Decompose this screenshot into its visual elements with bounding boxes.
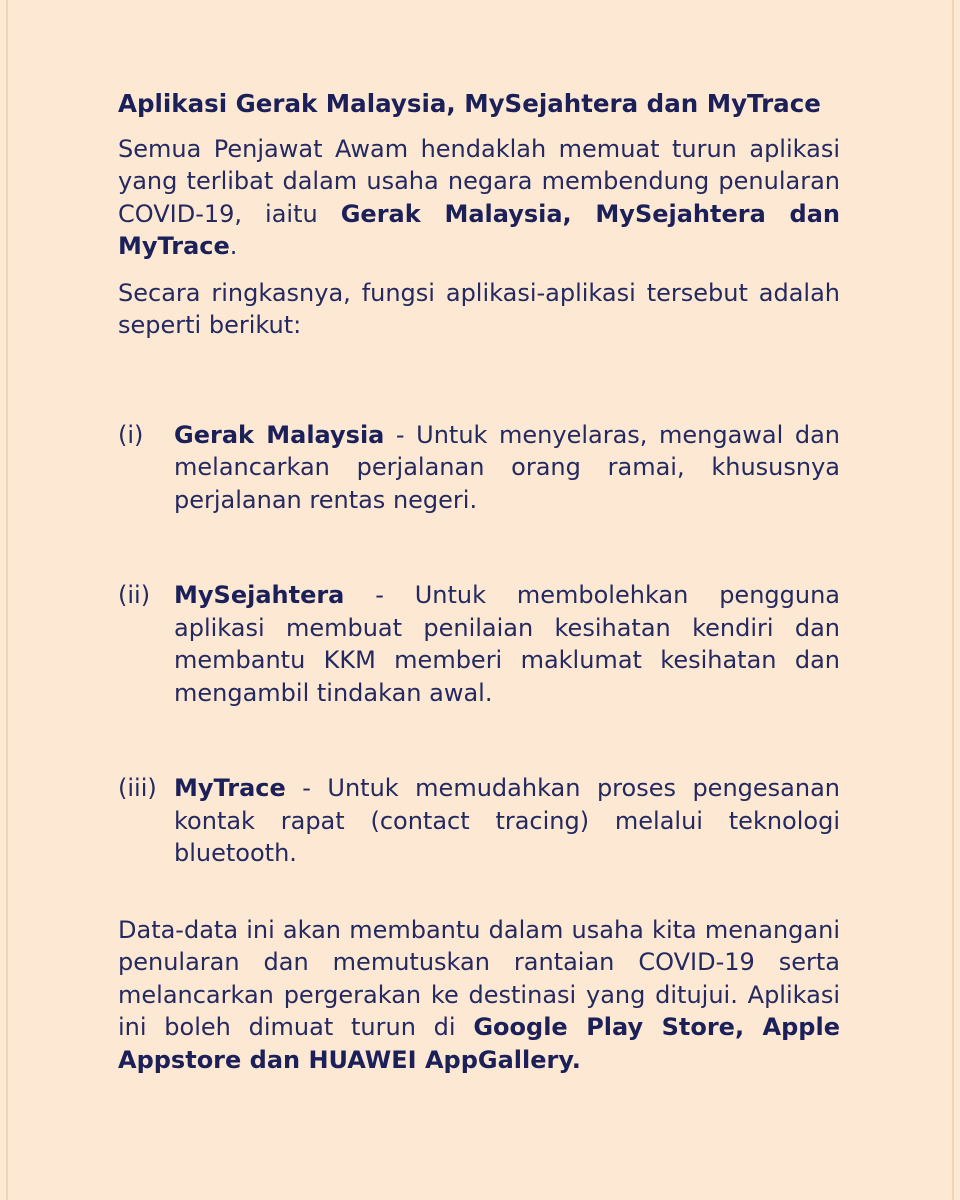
intro-apps-bold: Gerak Malaysia, MySejahtera dan MyTrace: [118, 199, 841, 260]
intro-paragraph: [118, 133, 840, 263]
document-heading: Aplikasi Gerak Malaysia, MySejahtera dan MyTrace: [118, 89, 821, 118]
closing-text: Data-data ini akan membantu dalam usaha kita menangani penularan dan memutuskan rantaian COVID-19 serta melancarkan pergerakan ke destinasi yang ditujui. Aplikasi ini boleh dimuat turun di: [118, 915, 840, 1041]
list-item-mytrace: [118, 772, 840, 870]
app-desc-mysejahtera: - Untuk membolehkan pengguna aplikasi membuat penilaian kesihatan kendiri dan membantu KKM memberi maklumat kesihatan dan mengambil tindakan awal.: [174, 581, 840, 707]
summary-paragraph: Secara ringkasnya, fungsi aplikasi-aplikasi tersebut adalah seperti berikut:: [118, 278, 840, 339]
list-item-body: [174, 772, 840, 870]
intro-text: Semua Penjawat Awam hendaklah memuat turun aplikasi yang terlibat dalam usaha negara membendung penularan COVID-19, iaitu: [118, 134, 840, 228]
app-desc-gerak-malaysia: - Untuk menyelaras, mengawal dan melancarkan perjalanan orang ramai, khususnya perjalanan rentas negeri.: [174, 420, 840, 514]
closing-paragraph: [118, 914, 840, 1077]
list-item-number: (i): [118, 420, 144, 449]
list-item-gerak-malaysia: [118, 419, 840, 517]
frame-border-left: [6, 0, 8, 1200]
list-item-mysejahtera: [118, 579, 840, 709]
list-item-body: [174, 419, 840, 517]
app-name-mytrace: MyTrace: [174, 774, 286, 802]
app-name-gerak-malaysia: Gerak Malaysia: [174, 420, 385, 449]
list-item-body: [174, 579, 840, 709]
frame-border-right: [952, 0, 954, 1200]
intro-period: .: [229, 232, 238, 260]
app-stores-bold: Google Play Store, Apple Appstore dan HUAWEI AppGallery.: [118, 1013, 840, 1074]
app-name-mysejahtera: MySejahtera: [174, 581, 345, 609]
list-item-number: (ii): [118, 581, 151, 609]
list-item-number: (iii): [118, 774, 157, 802]
app-desc-mytrace: - Untuk memudahkan proses pengesanan kontak rapat (contact tracing) melalui teknologi bluetooth.: [174, 774, 840, 867]
document-content: [118, 88, 840, 1076]
